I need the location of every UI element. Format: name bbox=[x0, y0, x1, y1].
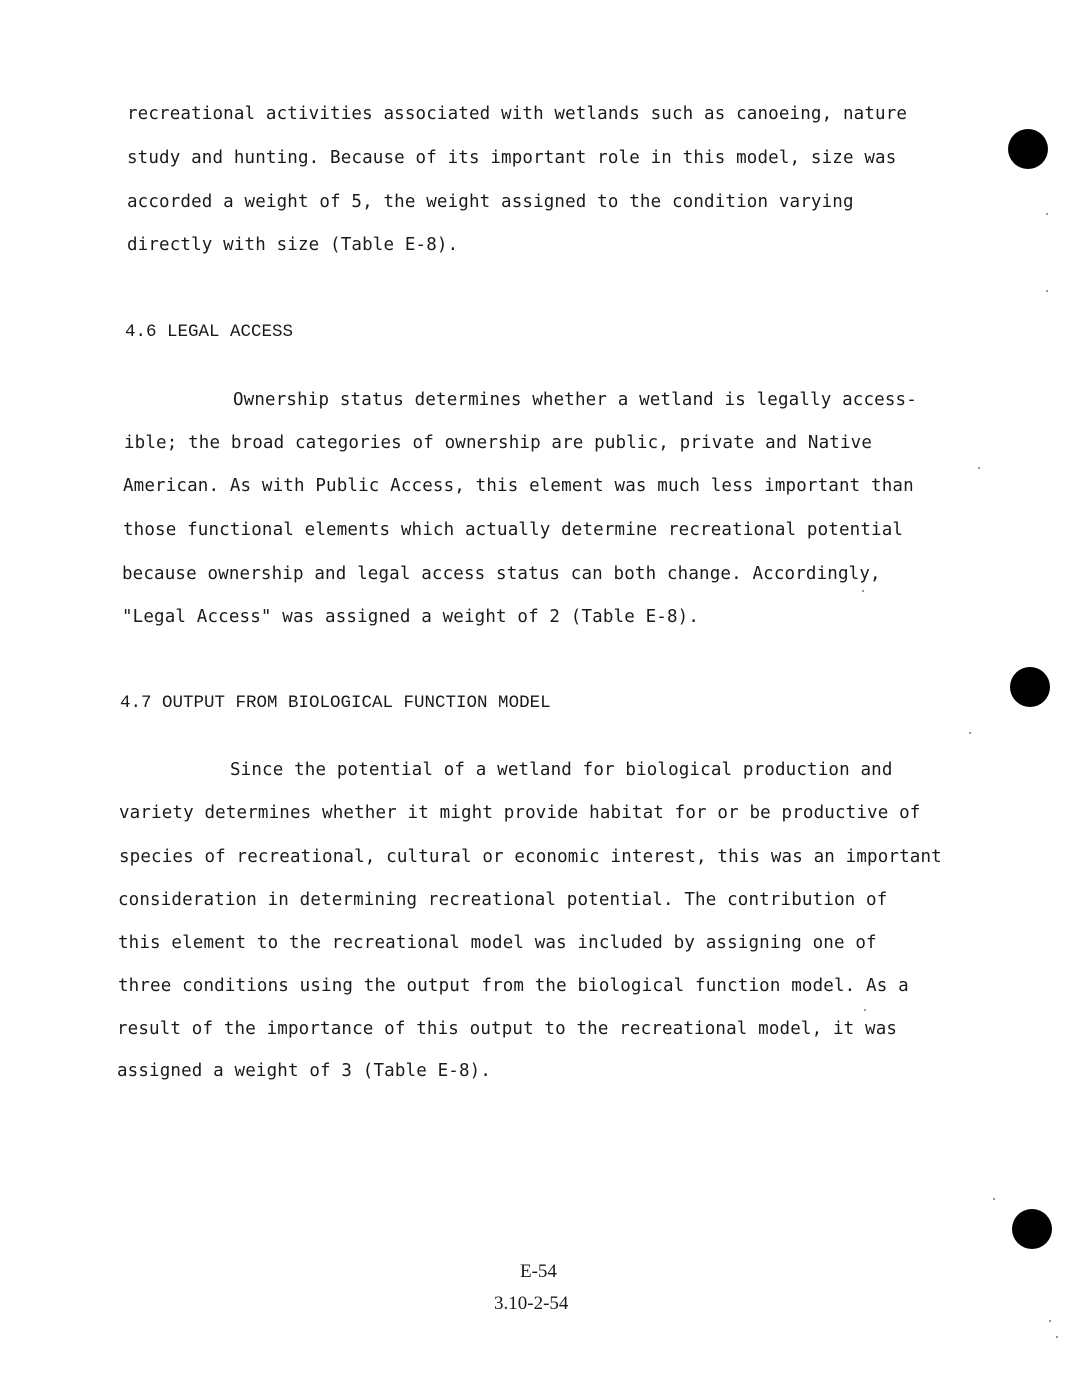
text-line: consideration in determining recreational potential. The contribution of bbox=[118, 890, 888, 910]
text-line: Since the potential of a wetland for biological production and bbox=[230, 760, 893, 780]
scan-speck bbox=[862, 590, 864, 592]
page-number: E-54 bbox=[520, 1261, 557, 1282]
text-line: study and hunting. Because of its important role in this model, size was bbox=[127, 148, 897, 168]
section-heading-biological-output: 4.7 OUTPUT FROM BIOLOGICAL FUNCTION MODEL bbox=[120, 693, 551, 713]
scan-speck bbox=[1049, 1320, 1051, 1322]
scan-speck bbox=[1046, 290, 1048, 292]
text-line: species of recreational, cultural or economic interest, this was an important bbox=[119, 847, 942, 867]
scan-speck bbox=[969, 732, 971, 734]
scan-speck bbox=[864, 1009, 866, 1011]
text-line: directly with size (Table E-8). bbox=[127, 235, 459, 255]
document-number: 3.10-2-54 bbox=[494, 1293, 569, 1314]
scan-speck bbox=[978, 467, 980, 469]
scan-speck bbox=[1046, 213, 1048, 215]
scan-speck bbox=[1056, 1336, 1058, 1338]
text-line: because ownership and legal access status can both change. Accordingly, bbox=[122, 564, 881, 584]
text-line: variety determines whether it might provide habitat for or be productive of bbox=[119, 803, 921, 823]
section-heading-legal-access: 4.6 LEGAL ACCESS bbox=[125, 322, 294, 342]
text-line: ible; the broad categories of ownership are public, private and Native bbox=[124, 433, 873, 453]
text-line: three conditions using the output from the biological function model. As a bbox=[118, 976, 909, 996]
scan-speck bbox=[993, 1198, 995, 1200]
text-line: recreational activities associated with wetlands such as canoeing, nature bbox=[127, 104, 908, 124]
text-line: assigned a weight of 3 (Table E-8). bbox=[117, 1061, 492, 1081]
punch-hole-icon bbox=[1008, 129, 1048, 169]
text-line: result of the importance of this output to the recreational model, it was bbox=[117, 1019, 898, 1039]
text-line: American. As with Public Access, this element was much less important than bbox=[123, 476, 914, 496]
text-line: "Legal Access" was assigned a weight of 2 (Table E-8). bbox=[122, 607, 700, 627]
text-line: accorded a weight of 5, the weight assigned to the condition varying bbox=[127, 192, 854, 212]
text-line: those functional elements which actually determine recreational potential bbox=[123, 520, 904, 540]
text-line: this element to the recreational model was included by assigning one of bbox=[118, 933, 877, 953]
punch-hole-icon bbox=[1010, 667, 1050, 707]
text-line: Ownership status determines whether a wetland is legally access- bbox=[233, 390, 917, 410]
punch-hole-icon bbox=[1012, 1209, 1052, 1249]
